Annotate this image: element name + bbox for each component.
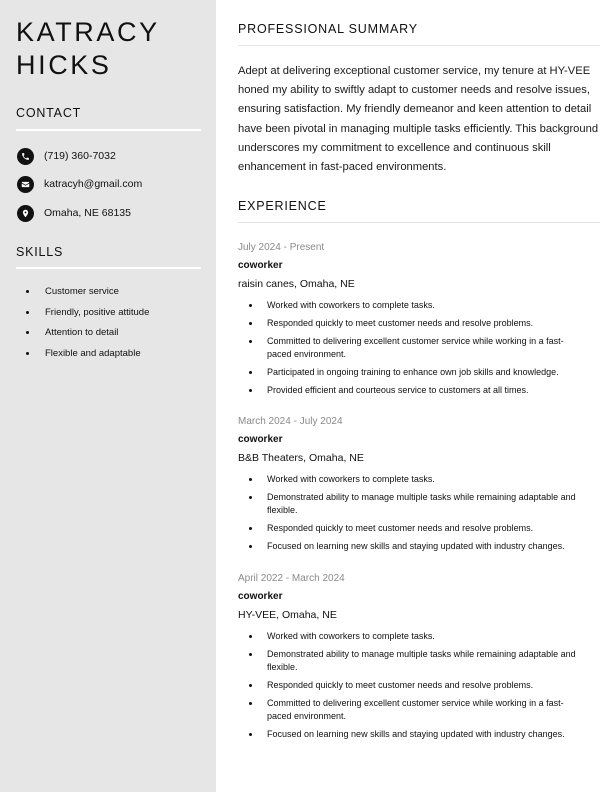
job-entry [238, 239, 600, 401]
skill-item: Attention to detail [26, 325, 149, 346]
skills-list [26, 284, 149, 366]
contact-divider [16, 129, 201, 131]
job-bullet: Worked with coworkers to complete tasks. [238, 299, 600, 313]
contact-email[interactable] [17, 175, 142, 193]
contact-phone[interactable] [17, 147, 116, 165]
summary-divider [238, 45, 600, 46]
job-bullet: Demonstrated ability to manage multiple tasks while remaining adaptable and flexible. [238, 648, 600, 675]
job-bullet: Focused on learning new skills and staying updated with industry changes. [238, 540, 600, 554]
job-entry [238, 570, 600, 746]
location-pin-icon [17, 205, 34, 222]
email-text: katracyh@gmail.com [44, 178, 143, 190]
job-bullet: Demonstrated ability to manage multiple tasks while remaining adaptable and flexible. [238, 491, 600, 518]
mail-icon [17, 176, 34, 193]
job-company: raisin canes, Omaha, NE [238, 278, 355, 290]
skill-item: Friendly, positive attitude [26, 305, 149, 326]
summary-text: Adept at delivering exceptional customer service, my tenure at HY-VEE honed my ability to swiftly adapt to customer needs and resolve issues, ensuring satisfaction. My friendly demeanor and keen attention to detail have been pivotal in managing multiple tasks efficiently. This background underscores my commitment to excellence and continuous skill enhancement in fast-paced environments. [238, 65, 599, 174]
job-bullet: Committed to delivering excellent customer service while working in a fast-paced environment. [238, 697, 600, 724]
job-bullet: Committed to delivering excellent customer service while working in a fast-paced environment. [238, 335, 600, 362]
skill-item: Flexible and adaptable [26, 346, 149, 367]
phone-icon [17, 148, 34, 165]
job-dates: April 2022 - March 2024 [238, 573, 345, 584]
contact-heading: CONTACT [16, 106, 82, 120]
job-title: coworker [238, 434, 283, 445]
skill-item: Customer service [26, 284, 149, 305]
job-bullet: Provided efficient and courteous service to customers at all times. [238, 384, 600, 398]
job-dates: March 2024 - July 2024 [238, 416, 343, 427]
job-bullet: Participated in ongoing training to enhance own job skills and knowledge. [238, 366, 600, 380]
sidebar [0, 0, 216, 792]
job-bullet: Worked with coworkers to complete tasks. [238, 630, 600, 644]
name-line-first: KATRACY [16, 17, 160, 47]
experience-divider [238, 222, 600, 223]
job-bullet: Responded quickly to meet customer needs and resolve problems. [238, 522, 600, 536]
skills-divider [16, 267, 201, 269]
phone-text: (719) 360-7032 [44, 150, 116, 162]
job-bullet: Responded quickly to meet customer needs and resolve problems. [238, 679, 600, 693]
job-dates: July 2024 - Present [238, 242, 325, 253]
job-company: HY-VEE, Omaha, NE [238, 609, 337, 621]
location-text: Omaha, NE 68135 [44, 207, 131, 219]
job-bullet: Focused on learning new skills and staying updated with industry changes. [238, 728, 600, 742]
job-bullet: Worked with coworkers to complete tasks. [238, 473, 600, 487]
job-bullets [238, 630, 600, 742]
job-bullets [238, 299, 600, 397]
job-bullet: Responded quickly to meet customer needs and resolve problems. [238, 317, 600, 331]
job-title: coworker [238, 591, 283, 602]
job-company: B&B Theaters, Omaha, NE [238, 452, 364, 464]
name-line-last: HICKS [16, 50, 112, 80]
job-title: coworker [238, 260, 283, 271]
contact-location [17, 204, 131, 222]
job-bullets [238, 473, 600, 553]
candidate-name [16, 16, 160, 82]
skills-heading: SKILLS [16, 245, 64, 259]
experience-heading: EXPERIENCE [238, 199, 327, 213]
job-entry [238, 413, 600, 558]
summary-heading: PROFESSIONAL SUMMARY [238, 22, 418, 36]
